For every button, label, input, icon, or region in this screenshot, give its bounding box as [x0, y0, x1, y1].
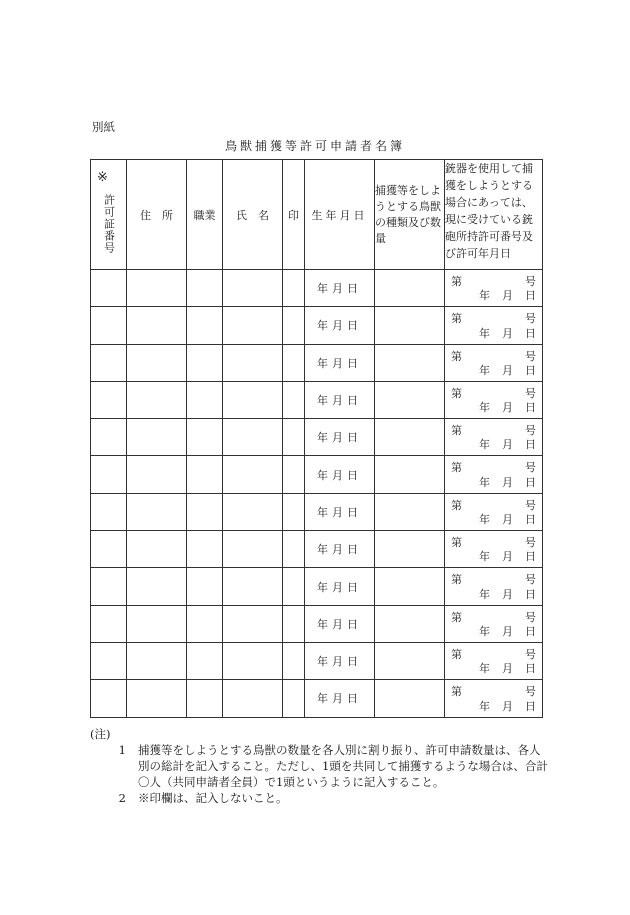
permit-number-cell[interactable] [91, 680, 127, 717]
gun-license-cell[interactable] [445, 419, 543, 456]
gun-day-label: 日 [525, 289, 536, 303]
permit-number-cell[interactable] [91, 493, 127, 530]
gun-go-label: 号 [525, 461, 536, 475]
gun-license-cell[interactable] [445, 381, 543, 418]
gun-dai-label: 第 [451, 349, 462, 363]
table-row [91, 568, 543, 605]
gun-dai-label: 第 [451, 647, 462, 661]
occupation-cell[interactable] [187, 493, 223, 530]
permit-number-cell[interactable] [91, 270, 127, 307]
gun-license-cell[interactable] [445, 493, 543, 530]
seal-cell[interactable] [283, 680, 305, 717]
occupation-cell[interactable] [187, 456, 223, 493]
gun-day-label: 日 [525, 662, 536, 676]
table-row [91, 344, 543, 381]
address-cell[interactable] [127, 307, 187, 344]
gun-year-label: 年 [479, 363, 490, 377]
permit-number-cell[interactable] [91, 307, 127, 344]
applicant-register-table [90, 159, 543, 718]
gun-license-cell[interactable] [445, 568, 543, 605]
gun-dai-label: 第 [451, 461, 462, 475]
name-cell[interactable] [223, 493, 283, 530]
birthdate-cell[interactable]: 年月日 [305, 419, 375, 456]
gun-dai-label: 第 [451, 424, 462, 438]
gun-go-label: 号 [525, 498, 536, 512]
birthdate-cell[interactable]: 年月日 [305, 642, 375, 679]
header-address: 住 所 [127, 160, 187, 270]
permit-number-cell[interactable] [91, 531, 127, 568]
name-cell[interactable] [223, 568, 283, 605]
header-seal: 印 [283, 160, 305, 270]
seal-cell[interactable] [283, 344, 305, 381]
quantity-cell[interactable] [375, 456, 445, 493]
note-text: ※印欄は、記入しないこと。 [138, 791, 288, 805]
address-cell[interactable] [127, 456, 187, 493]
gun-dai-label: 第 [451, 536, 462, 550]
gun-month-label: 月 [502, 289, 513, 303]
quantity-cell[interactable] [375, 381, 445, 418]
document-title: 鳥獣捕獲等許可申請者名簿 [224, 139, 405, 153]
gun-month-label: 月 [502, 587, 513, 601]
header-birthdate: 生年月日 [305, 160, 375, 270]
header-quantity: 捕獲等をしようとする鳥獣の種類及び数量 [375, 160, 445, 270]
gun-go-label: 号 [525, 312, 536, 326]
gun-go-label: 号 [525, 536, 536, 550]
seal-cell[interactable] [283, 456, 305, 493]
address-cell[interactable] [127, 381, 187, 418]
gun-day-label: 日 [525, 438, 536, 452]
quantity-cell[interactable] [375, 605, 445, 642]
name-cell[interactable] [223, 381, 283, 418]
gun-dai-label: 第 [451, 685, 462, 699]
permit-number-cell[interactable] [91, 605, 127, 642]
address-cell[interactable] [127, 493, 187, 530]
occupation-cell[interactable] [187, 680, 223, 717]
permit-number-cell[interactable] [91, 568, 127, 605]
gun-license-cell[interactable] [445, 307, 543, 344]
address-cell[interactable] [127, 642, 187, 679]
table-row [91, 531, 543, 568]
seal-cell[interactable] [283, 531, 305, 568]
name-cell[interactable] [223, 642, 283, 679]
gun-go-label: 号 [525, 685, 536, 699]
name-cell[interactable] [223, 456, 283, 493]
gun-month-label: 月 [502, 550, 513, 564]
seal-cell[interactable] [283, 568, 305, 605]
quantity-cell[interactable] [375, 680, 445, 717]
note-item [90, 790, 550, 806]
note-number: 2 [118, 791, 126, 805]
gun-year-label: 年 [479, 513, 490, 527]
birthdate-cell[interactable]: 年月日 [305, 381, 375, 418]
quantity-cell[interactable] [375, 568, 445, 605]
header-row [91, 160, 543, 270]
occupation-cell[interactable] [187, 642, 223, 679]
gun-month-label: 月 [502, 438, 513, 452]
gun-month-label: 月 [502, 513, 513, 527]
gun-dai-label: 第 [451, 498, 462, 512]
attachment-label: 別紙 [92, 120, 115, 134]
gun-year-label: 年 [479, 662, 490, 676]
permit-number-cell[interactable] [91, 642, 127, 679]
gun-dai-label: 第 [451, 275, 462, 288]
occupation-cell[interactable] [187, 381, 223, 418]
birthdate-cell[interactable]: 年月日 [305, 493, 375, 530]
gun-day-label: 日 [525, 513, 536, 527]
quantity-cell[interactable] [375, 344, 445, 381]
gun-go-label: 号 [525, 573, 536, 587]
birthdate-cell[interactable]: 年月日 [305, 568, 375, 605]
gun-year-label: 年 [479, 550, 490, 564]
gun-year-label: 年 [479, 289, 490, 303]
gun-license-cell[interactable] [445, 344, 543, 381]
address-cell[interactable] [127, 605, 187, 642]
occupation-cell[interactable] [187, 419, 223, 456]
table-row [91, 642, 543, 679]
table-row [91, 493, 543, 530]
gun-go-label: 号 [525, 275, 536, 288]
birthdate-cell[interactable]: 年月日 [305, 531, 375, 568]
notes-heading: (注) [90, 727, 111, 741]
gun-month-label: 月 [502, 699, 513, 713]
gun-day-label: 日 [525, 326, 536, 340]
occupation-cell[interactable] [187, 531, 223, 568]
gun-month-label: 月 [502, 662, 513, 676]
gun-month-label: 月 [502, 475, 513, 489]
quantity-cell[interactable] [375, 531, 445, 568]
gun-license-cell[interactable] [445, 680, 543, 717]
name-cell[interactable] [223, 419, 283, 456]
seal-cell[interactable] [283, 381, 305, 418]
birthdate-cell[interactable]: 年月日 [305, 307, 375, 344]
quantity-cell[interactable] [375, 642, 445, 679]
header-occupation: 職業 [187, 160, 223, 270]
header-gun-license: 銃器を使用して捕獲をしようとする場合にあっては、現に受けている銃砲所持許可番号及び許可年月日 [445, 160, 543, 270]
address-cell[interactable] [127, 568, 187, 605]
address-cell[interactable] [127, 680, 187, 717]
gun-dai-label: 第 [451, 386, 462, 400]
gun-month-label: 月 [502, 326, 513, 340]
gun-dai-label: 第 [451, 610, 462, 624]
note-item [90, 742, 550, 790]
permit-number-cell[interactable] [91, 344, 127, 381]
birthdate-cell[interactable]: 年月日 [305, 344, 375, 381]
seal-cell[interactable] [283, 605, 305, 642]
gun-year-label: 年 [479, 624, 490, 638]
notes-section [90, 726, 550, 806]
table-row [91, 605, 543, 642]
seal-cell[interactable] [283, 307, 305, 344]
gun-license-cell[interactable] [445, 270, 543, 307]
gun-year-label: 年 [479, 326, 490, 340]
gun-day-label: 日 [525, 401, 536, 415]
gun-day-label: 日 [525, 624, 536, 638]
permit-number-cell[interactable] [91, 419, 127, 456]
occupation-cell[interactable] [187, 568, 223, 605]
address-cell[interactable] [127, 531, 187, 568]
occupation-cell[interactable] [187, 307, 223, 344]
gun-year-label: 年 [479, 401, 490, 415]
address-cell[interactable] [127, 270, 187, 307]
name-cell[interactable] [223, 307, 283, 344]
occupation-cell[interactable] [187, 270, 223, 307]
gun-month-label: 月 [502, 363, 513, 377]
seal-cell[interactable] [283, 270, 305, 307]
quantity-cell[interactable] [375, 307, 445, 344]
header-name: 氏 名 [223, 160, 283, 270]
gun-go-label: 号 [525, 610, 536, 624]
quantity-cell[interactable] [375, 270, 445, 307]
table-row [91, 270, 543, 307]
occupation-cell[interactable] [187, 344, 223, 381]
gun-year-label: 年 [479, 475, 490, 489]
table-row [91, 419, 543, 456]
name-cell[interactable] [223, 270, 283, 307]
birthdate-cell[interactable]: 年月日 [305, 605, 375, 642]
name-cell[interactable] [223, 344, 283, 381]
gun-year-label: 年 [479, 699, 490, 713]
table-row [91, 307, 543, 344]
gun-day-label: 日 [525, 699, 536, 713]
gun-dai-label: 第 [451, 573, 462, 587]
gun-day-label: 日 [525, 587, 536, 601]
gun-year-label: 年 [479, 587, 490, 601]
gun-day-label: 日 [525, 475, 536, 489]
birthdate-cell[interactable]: 年月日 [305, 456, 375, 493]
gun-go-label: 号 [525, 647, 536, 661]
gun-license-cell[interactable] [445, 456, 543, 493]
gun-day-label: 日 [525, 363, 536, 377]
name-cell[interactable] [223, 680, 283, 717]
permit-number-cell[interactable] [91, 381, 127, 418]
quantity-cell[interactable] [375, 493, 445, 530]
gun-year-label: 年 [479, 438, 490, 452]
occupation-cell[interactable] [187, 605, 223, 642]
gun-dai-label: 第 [451, 312, 462, 326]
header-permit-number [91, 160, 127, 270]
table-row [91, 680, 543, 717]
header-permit-number-label: 許可証番号 [102, 194, 116, 254]
gun-license-cell[interactable] [445, 531, 543, 568]
birthdate-cell[interactable]: 年月日 [305, 270, 375, 307]
gun-license-cell[interactable] [445, 642, 543, 679]
table-row [91, 456, 543, 493]
table-row [91, 381, 543, 418]
gun-go-label: 号 [525, 386, 536, 400]
gun-go-label: 号 [525, 424, 536, 438]
gun-go-label: 号 [525, 349, 536, 363]
gun-month-label: 月 [502, 624, 513, 638]
name-cell[interactable] [223, 605, 283, 642]
seal-cell[interactable] [283, 419, 305, 456]
name-cell[interactable] [223, 531, 283, 568]
permit-number-cell[interactable] [91, 456, 127, 493]
office-use-mark: ※ [97, 170, 108, 185]
address-cell[interactable] [127, 344, 187, 381]
seal-cell[interactable] [283, 493, 305, 530]
note-text: 捕獲等をしようとする鳥獣の数量を各人別に割り振り、許可申請数量は、各人別の総計を記入すること。ただし、1頭を共同して捕獲するような場合は、合計〇人（共同申請者全員）で1頭というように記入すること。 [138, 743, 548, 789]
gun-month-label: 月 [502, 401, 513, 415]
gun-day-label: 日 [525, 550, 536, 564]
seal-cell[interactable] [283, 642, 305, 679]
note-number: 1 [118, 743, 126, 757]
gun-license-cell[interactable] [445, 605, 543, 642]
quantity-cell[interactable] [375, 419, 445, 456]
address-cell[interactable] [127, 419, 187, 456]
birthdate-cell[interactable]: 年月日 [305, 680, 375, 717]
